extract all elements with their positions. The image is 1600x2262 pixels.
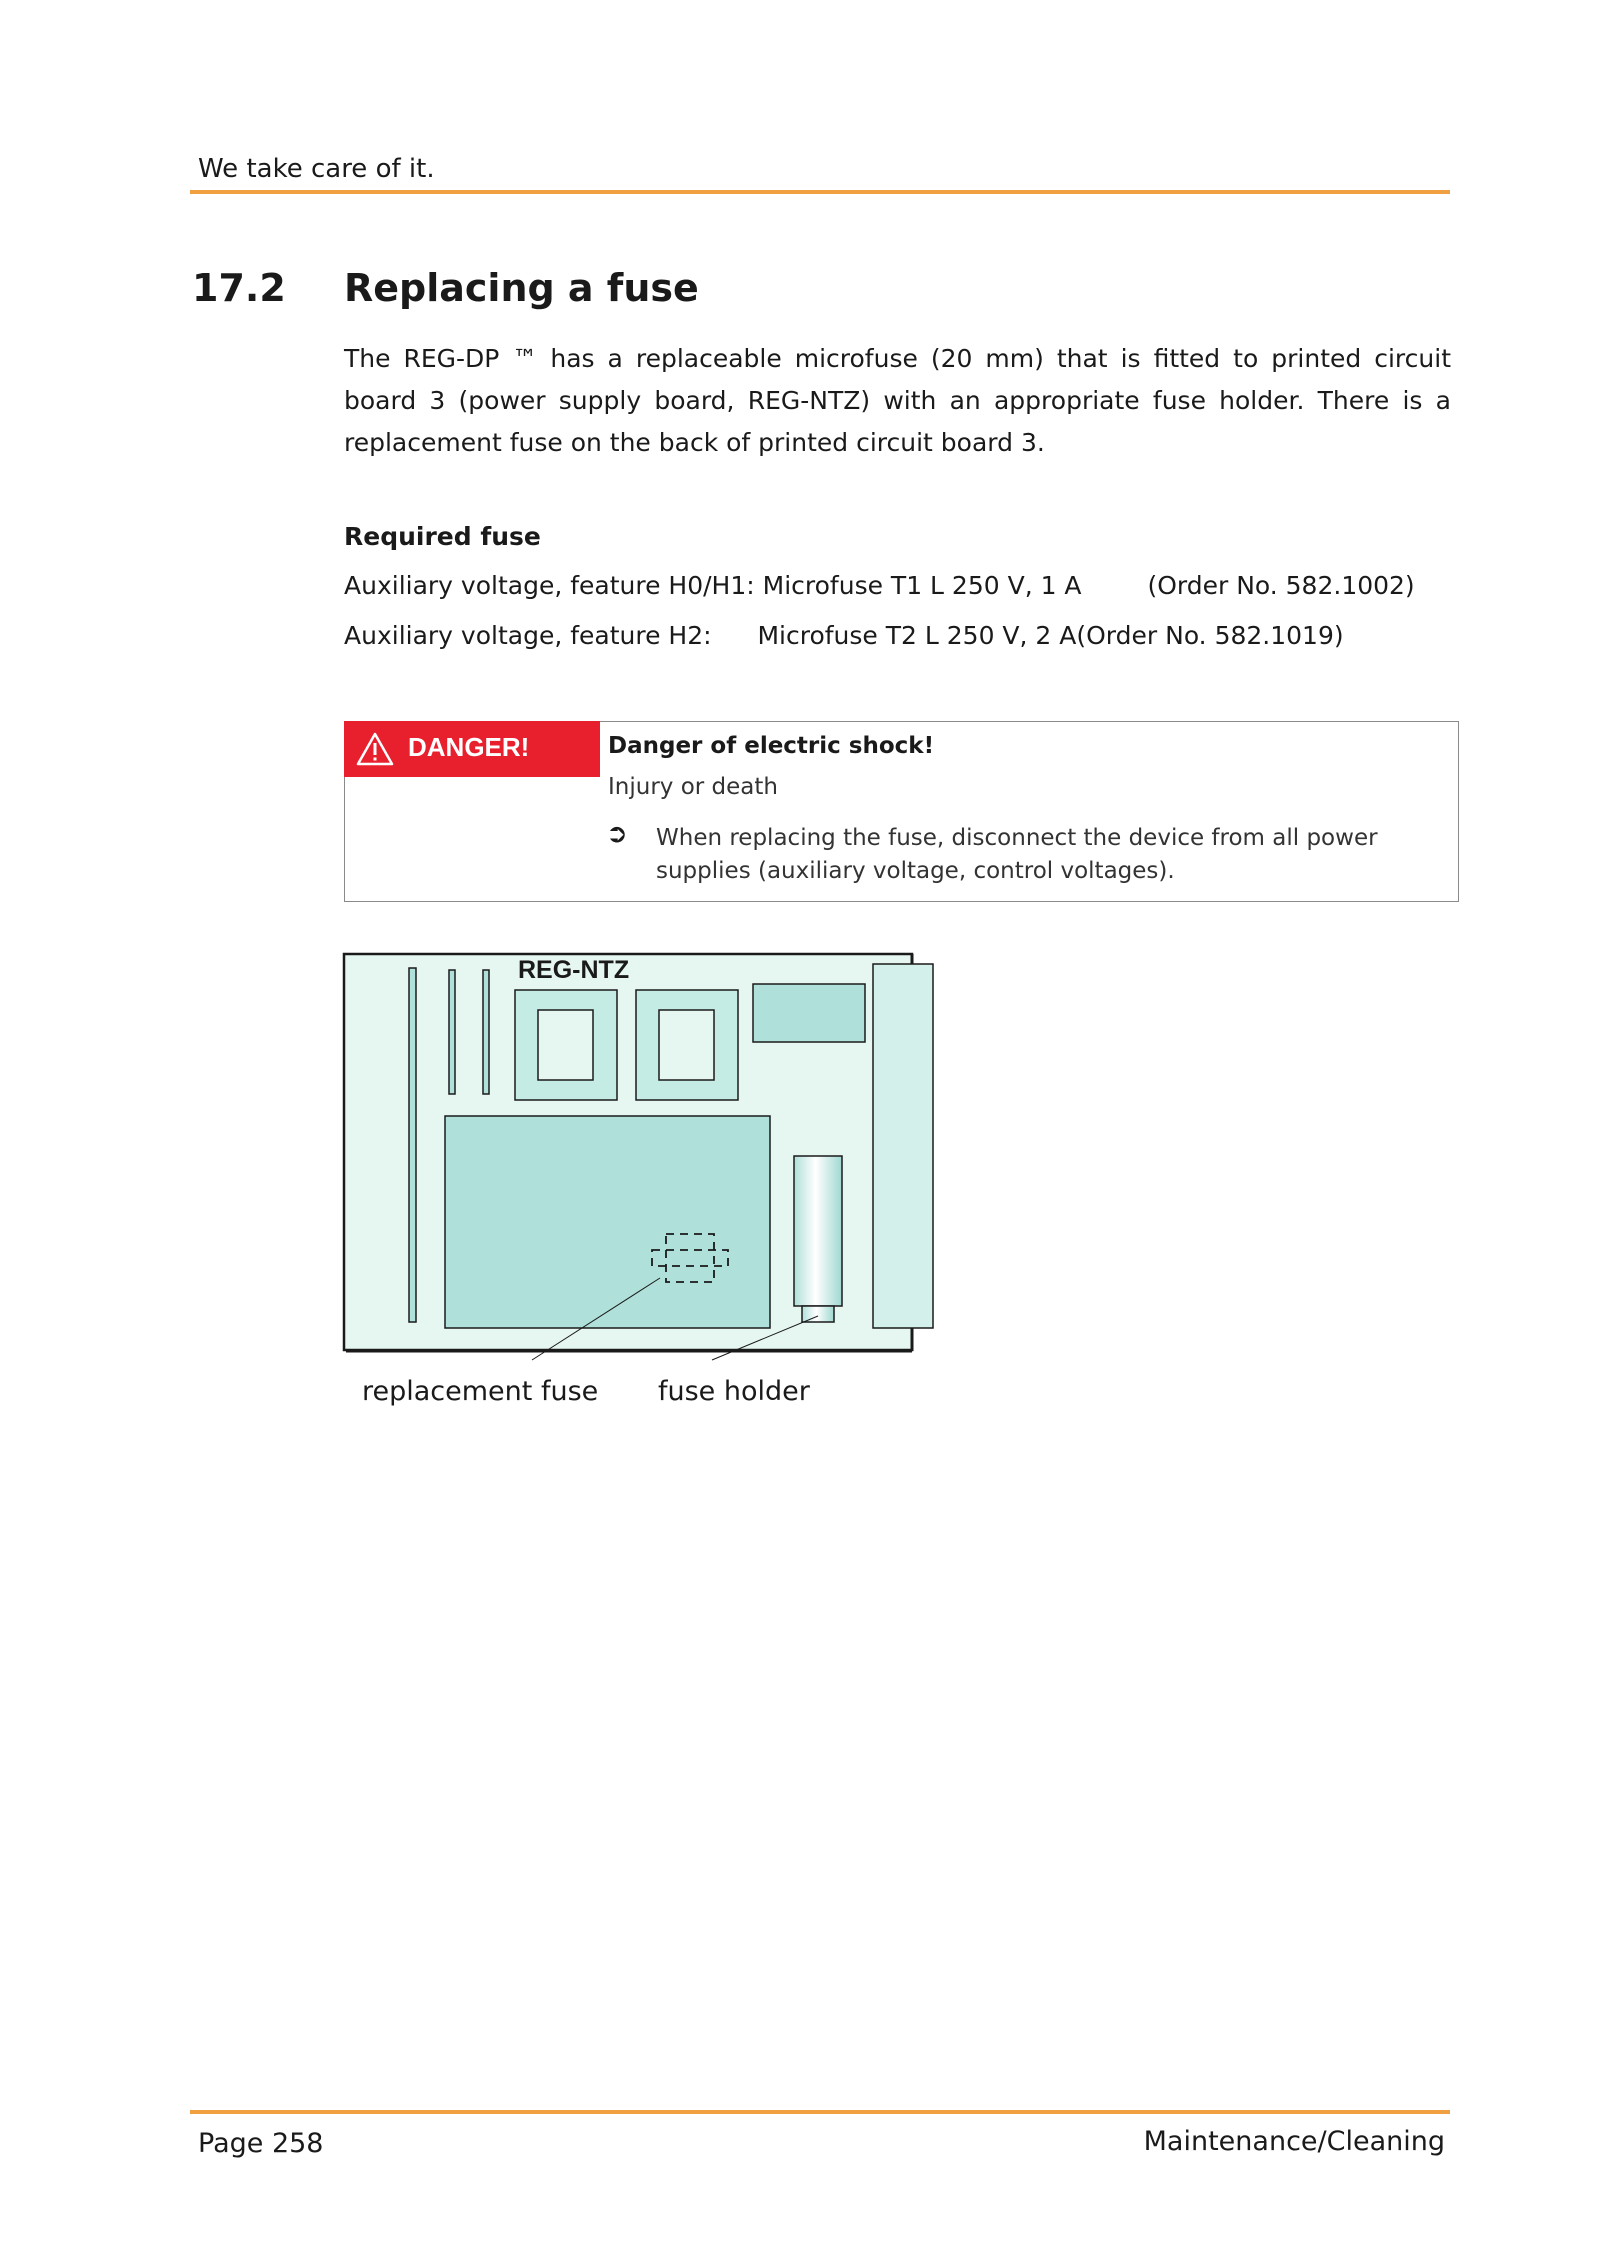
fuse-row-2 (344, 621, 1344, 650)
fuse-row-1-label: Auxiliary voltage, feature H0/H1: (344, 571, 755, 600)
fuse-row-2-label: Auxiliary voltage, feature H2: (344, 621, 712, 650)
intro-paragraph: The REG-DP ™ has a replaceable microfuse (20 mm) that is fitted to printed circuit board 3 (power supply board, REG-NTZ) with an appropriate fuse holder. There is a replacement fuse on the back of printed circuit board 3. (344, 344, 1451, 457)
fuse-holder-body (794, 1156, 842, 1306)
fuse-row-1 (344, 571, 1415, 600)
caption-replacement-fuse: replacement fuse (362, 1376, 599, 1407)
fuse-holder-cap (802, 1306, 834, 1322)
caption-fuse-holder: fuse holder (658, 1376, 810, 1407)
required-fuse-heading: Required fuse (344, 522, 541, 551)
header-tagline: We take care of it. (198, 154, 435, 184)
pcb-chip-core (538, 1010, 593, 1080)
warning-triangle-icon (356, 732, 394, 766)
header-rule (190, 190, 1450, 194)
fuse-row-1-fuse: Microfuse T1 L 250 V, 1 A (762, 571, 1082, 600)
pcb-board-label: REG-NTZ (518, 956, 630, 984)
section-number: 17.2 (192, 266, 286, 310)
danger-label-text: DANGER! (408, 732, 530, 762)
danger-instruction: When replacing the fuse, disconnect the device from all power supplies (auxiliary voltage, control voltages). (656, 825, 1378, 884)
pcb-figure (340, 950, 940, 1370)
pcb-strip (483, 970, 489, 1094)
pcb-component (753, 984, 865, 1042)
pcb-strip (449, 970, 455, 1094)
pcb-transformer (445, 1116, 770, 1328)
footer-page-number: Page 258 (198, 2128, 324, 2159)
danger-label (344, 721, 600, 777)
pcb-chip-core (659, 1010, 714, 1080)
footer-section: Maintenance/Cleaning (1143, 2126, 1445, 2157)
arrow-right-icon: ➲ (606, 819, 628, 849)
pcb-strip (409, 968, 416, 1322)
danger-consequence: Injury or death (608, 774, 778, 800)
fuse-row-1-order: (Order No. 582.1002) (1147, 571, 1415, 600)
section-title: Replacing a fuse (344, 266, 699, 310)
fuse-row-2-order: (Order No. 582.1019) (1076, 621, 1344, 650)
fuse-row-2-fuse: Microfuse T2 L 250 V, 2 A (757, 621, 1077, 650)
footer-rule (190, 2110, 1450, 2114)
pcb-connector (873, 964, 933, 1328)
danger-title: Danger of electric shock! (608, 733, 935, 759)
